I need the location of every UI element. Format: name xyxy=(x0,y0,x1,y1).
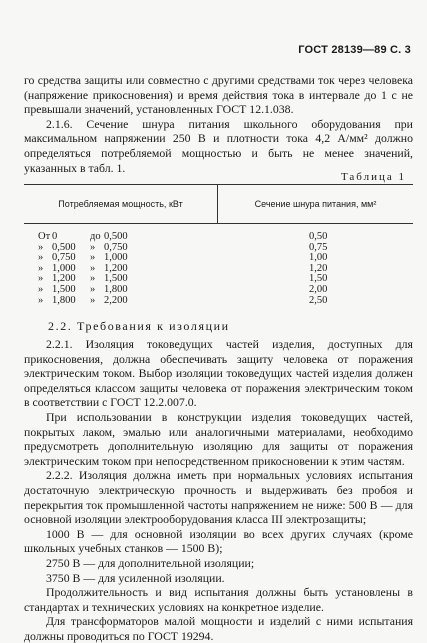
paragraph: При использовании в конструкции изделия токоведущих частей, покрытых лаком, эмалью или аналогичными материалами, необходимо предусмотреть дополнительную изоляцию для защиты от поражения электрическим током при непосредственном прикосновении к этим частям. xyxy=(24,409,413,468)
range-from: 1,500 xyxy=(52,283,76,295)
paragraph: 2750 В — для дополнительной изоляции; xyxy=(46,555,255,570)
col-header-section: Сечение шнура питания, мм² xyxy=(254,199,377,209)
range-from: 0,750 xyxy=(52,252,76,264)
range-to: 0,750 xyxy=(104,241,128,253)
range-from: 0,500 xyxy=(52,241,76,253)
range-separator: » xyxy=(90,294,96,306)
table-row xyxy=(24,274,413,285)
range-prefix: » xyxy=(38,294,44,306)
section-value-cell: 2,50 xyxy=(309,294,328,306)
section-value-cell: 0,75 xyxy=(309,241,328,253)
range-from: 1,000 xyxy=(52,262,76,274)
paragraph: 3750 В — для усиленной изоляции. xyxy=(46,570,225,585)
intro-text xyxy=(24,73,413,175)
power-range-cell xyxy=(24,285,217,296)
range-prefix: От xyxy=(38,231,51,242)
table-row xyxy=(24,243,413,254)
paragraph-2-1-6: 2.1.6. Сечение шнура питания школьного оборудования при максимальном напряжении 250 В и плотности тока 4,2 А/мм² должно определяться потребляемой мощностью и быть не менее значений, указанных в табл. 1. xyxy=(24,116,413,175)
paragraph: Для трансформаторов малой мощности и изделий с ними испытания должны проводиться по ГОСТ 19294. xyxy=(24,614,413,643)
paragraph: го средства защиты или совместно с другими средствами ток через человека (напряжение прикосновения) и время действия тока в интервале до 1 с не превышали значений, установленных ГОСТ 12.1.038. xyxy=(24,73,413,117)
range-from: 1,800 xyxy=(52,294,76,306)
col-header-power: Потребляемая мощность, кВт xyxy=(24,185,218,223)
section-value-cell: 1,50 xyxy=(309,273,328,285)
range-prefix: » xyxy=(38,283,44,295)
table-row xyxy=(24,253,413,264)
section-value-cell: 1,20 xyxy=(309,262,328,274)
range-to: 0,500 xyxy=(104,231,128,242)
table-row xyxy=(24,232,413,243)
table-row xyxy=(24,285,413,296)
power-range-cell xyxy=(24,232,217,243)
range-prefix: » xyxy=(38,262,44,274)
range-prefix: » xyxy=(38,241,44,253)
range-to: 2,200 xyxy=(104,294,128,306)
table-row xyxy=(24,264,413,275)
power-range-cell xyxy=(24,296,217,307)
table-row xyxy=(24,296,413,307)
range-prefix: » xyxy=(38,252,44,264)
table-header xyxy=(24,184,413,224)
range-separator: » xyxy=(90,262,96,274)
range-from: 0 xyxy=(52,231,58,242)
table-caption: Таблица 1 xyxy=(340,171,406,183)
section-value-cell: 0,50 xyxy=(309,231,328,242)
range-to: 1,500 xyxy=(104,273,128,285)
paragraph-2-2-2: 2.2.2. Изоляция должна иметь при нормальных условиях испытания достаточную электрическую прочность и выдерживать без пробоя и перекрытия ток промышленной частоты напряжением не ниже: 500 В — для основной изоляции электрооборудования класса III электрозащиты; xyxy=(24,468,413,527)
paragraph-2-2-1: 2.2.1. Изоляция токоведущих частей изделия, доступных для прикосновения, должна обеспечивать защиту человека от поражения электрическим током. Выбор изоляции токоведущих частей изделия должен определяться классом защиты человека от поражения электрическим током в соответствии с ГОСТ 12.2.007.0. xyxy=(24,337,413,410)
range-to: 1,000 xyxy=(104,252,128,264)
section-value-cell: 2,00 xyxy=(309,283,328,295)
range-separator: до xyxy=(90,231,101,242)
range-separator: » xyxy=(90,241,96,253)
range-to: 1,800 xyxy=(104,283,128,295)
paragraph: 1000 В — для основной изоляции во всех других случаях (кроме школьных учебных станков — 1500 В); xyxy=(24,526,413,556)
paragraph: Продолжительность и вид испытания должны быть установлены в стандартах и технических условиях на конкретное изделие. xyxy=(24,585,413,614)
section-title: 2.2. Требования к изоляции xyxy=(48,319,230,333)
body-text xyxy=(24,337,413,643)
range-from: 1,200 xyxy=(52,273,76,285)
table-body xyxy=(24,224,413,306)
range-prefix: » xyxy=(38,273,44,285)
range-separator: » xyxy=(90,283,96,295)
section-value-cell: 1,00 xyxy=(309,252,328,264)
table-1 xyxy=(24,184,413,306)
range-to: 1,200 xyxy=(104,262,128,274)
range-separator: » xyxy=(90,252,96,264)
page-header: ГОСТ 28139—89 С. 3 xyxy=(298,44,411,56)
range-separator: » xyxy=(90,273,96,285)
